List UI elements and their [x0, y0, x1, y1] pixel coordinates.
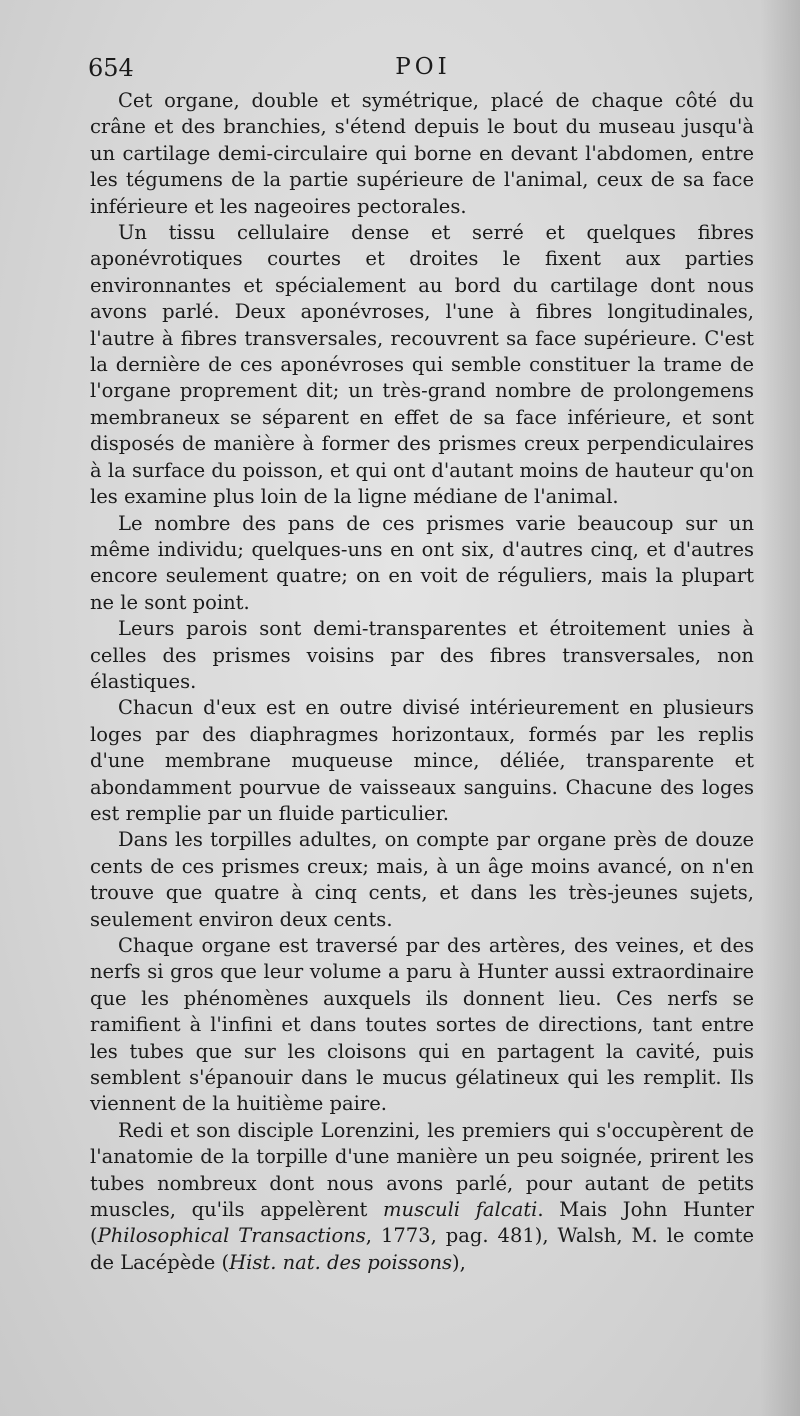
- paragraph: Leurs parois sont demi-transparentes et étroitement unies à celles des prismes voisins par des fibres transversales, non élastiques.: [90, 617, 754, 693]
- paragraph: Un tissu cellulaire dense et serré et quelques fibres aponévrotiques courtes et droites le fixent aux parties environnantes et spécialement au bord du cartilage dont nous avons parlé. Deux aponévroses, l'une à fibres longitudinales, l'autre à fibres transversales, recouvrent sa face supérieure. C'est la dernière de ces aponévroses qui semble constituer la trame de l'organe proprement dit; un très-grand nombre de prolongemens membraneux se séparent en effet de sa face inférieure, et sont disposés de manière à former des prismes creux perpendiculaires à la surface du poisson, et qui ont d'autant moins de hauteur qu'on les examine plus loin de la ligne médiane de l'animal.: [90, 221, 754, 509]
- page-header: [88, 54, 758, 86]
- text-run: , 1773, pag. 481), Walsh, M. le comte de Lacépède (: [90, 1224, 754, 1274]
- text-run: . Mais John Hunter (: [90, 1198, 754, 1248]
- paragraph: Dans les torpilles adultes, on compte par organe près de douze cents de ces prismes creux; mais, à un âge moins avancé, on n'en trouve que quatre à cinq cents, et dans les très-jeunes sujets, seulement environ deux cents.: [90, 828, 754, 931]
- paragraph: Cet organe, double et symétrique, placé de chaque côté du crâne et des branchies, s'étend depuis le bout du museau jusqu'à un cartilage demi-circulaire qui borne en devant l'abdomen, entre les tégumens de la partie supérieure de l'animal, ceux de sa face inférieure et les nageoires pectorales.: [90, 89, 754, 218]
- text-run: Redi et son disciple Lorenzini, les premiers qui s'occupèrent de l'anatomie de la torpille d'une manière un peu soignée, prirent les tubes nombreux dont nous avons parlé, pour autant de petits muscles, qu'ils appelèrent: [90, 1118, 754, 1222]
- running-head: POI: [395, 54, 451, 80]
- paragraph: Chacun d'eux est en outre divisé intérieurement en plusieurs loges par des diaphragmes horizontaux, formés par les replis d'une membrane muqueuse mince, déliée, transparente et abondamment pourvue de vaisseaux sanguins. Chacune des loges est remplie par un fluide particulier.: [90, 696, 754, 825]
- paragraph-with-citations: [90, 1118, 754, 1276]
- paragraph: Le nombre des pans de ces prismes varie beaucoup sur un même individu; quelques-uns en ont six, d'autres cinq, et d'autres encore seulement quatre; on en voit de réguliers, mais la plupart ne le sont point.: [90, 511, 754, 614]
- paragraph: Chaque organe est traversé par des artères, des veines, et des nerfs si gros que leur volume a paru à Hunter aussi extraordinaire que les phénomènes auxquels ils donnent lieu. Ces nerfs se ramifient à l'infini et dans toutes sortes de directions, tant entre les tubes que sur les cloisons qui en partagent la cavité, puis semblent s'épanouir dans le mucus gélatineux qui les remplit. Ils viennent de la huitième paire.: [90, 934, 754, 1116]
- text-run: ),: [452, 1250, 466, 1274]
- citation-title: Philosophical Transactions: [97, 1224, 366, 1248]
- page-number: 654: [88, 54, 134, 82]
- citation-title: Hist. nat. des poissons: [229, 1250, 453, 1274]
- latin-term: musculi falcati: [383, 1198, 538, 1222]
- body-text: [90, 88, 754, 1276]
